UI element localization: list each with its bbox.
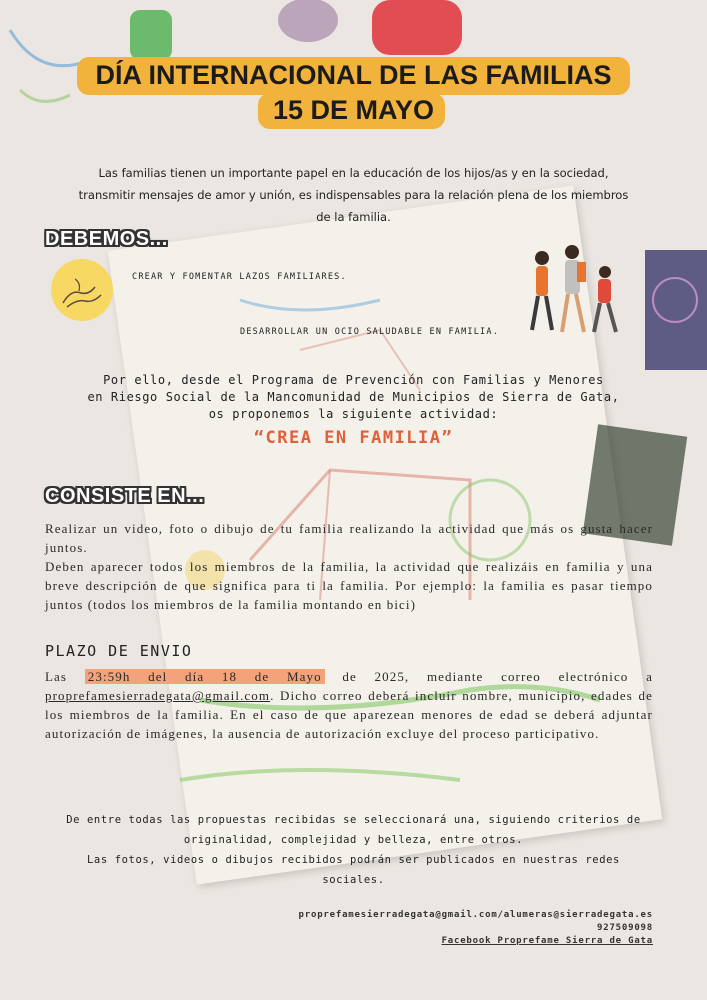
page-subtitle-date: 15 DE MAYO xyxy=(272,95,435,125)
debemos-item-1: CREAR Y FOMENTAR LAZOS FAMILIARES. xyxy=(132,272,347,282)
plazo-pre: Las xyxy=(45,669,68,684)
email-link[interactable]: proprefamesierradegata@gmail.com xyxy=(45,688,271,703)
facebook-link[interactable]: Facebook Proprefame Sierra de Gata xyxy=(441,936,653,946)
proposal-line-3: os proponemos la siguiente actividad: xyxy=(208,407,499,421)
consiste-paragraph-2: Deben aparecer todos los miembros de la familia, la actividad que realizáis en familia y una breve descripción de que significa para ti la familia. Por ejemplo: la familia es pasar tiempo juntos (todos los miembros de la familia montando en bici) xyxy=(45,559,653,612)
proposal-line-1: Por ello, desde el Programa de Prevención con Familias y Menores xyxy=(103,373,604,387)
family-hiking-illustration xyxy=(520,240,630,340)
contact-emails[interactable]: proprefamesierradegata@gmail.com/alumeras@sierradegata.es xyxy=(298,910,653,920)
debemos-heading: DEBEMOS... xyxy=(45,228,168,250)
activity-name: “CREA EN FAMILIA” xyxy=(253,428,454,448)
intro-text xyxy=(40,162,667,228)
contact-phone: 927509098 xyxy=(597,923,653,933)
consiste-heading: CONSISTE EN... xyxy=(45,485,205,507)
closing-line-4: sociales. xyxy=(322,874,385,886)
intro-line-3: de la familia. xyxy=(316,210,391,224)
closing-line-3: Las fotos, videos o dibujos recibidos podrán ser publicados en nuestras redes xyxy=(87,854,620,866)
proposal-line-2: en Riesgo Social de la Mancomunidad de Municipios de Sierra de Gata, xyxy=(87,390,620,404)
plazo-paragraph xyxy=(45,667,653,743)
deadline-highlight: 23:59h del día 18 de Mayo xyxy=(85,669,325,684)
intro-line-2: transmitir mensajes de amor y unión, es indispensables para la relación plena de los miembros xyxy=(78,188,629,202)
contact-block xyxy=(299,909,653,948)
proposal-text xyxy=(40,372,667,423)
plazo-heading: PLAZO DE ENVIO xyxy=(45,642,193,660)
closing-line-2: originalidad, complejidad y belleza, entre otros. xyxy=(183,834,524,846)
consiste-paragraph-1: Realizar un video, foto o dibujo de tu familia realizando la actividad que más os gusta hacer juntos. xyxy=(45,521,653,555)
closing-line-1: De entre todas las propuestas recibidas se seleccionará una, siguiendo criterios de xyxy=(66,814,641,826)
page-title: DÍA INTERNACIONAL DE LAS FAMILIAS xyxy=(95,60,612,90)
holding-hands-icon xyxy=(51,259,113,321)
plazo-rest: . Dicho correo deberá incluir nombre, municipio, edades de los miembros de la familia. En el caso de que aparezean menores de edad se deberá adjuntar autorización de imágenes, la ausencia de autorización excluye del proceso participativo. xyxy=(45,688,653,741)
debemos-item-2: DESARROLLAR UN OCIO SALUDABLE EN FAMILIA. xyxy=(240,327,500,337)
plazo-post: de 2025, mediante correo electrónico a xyxy=(342,669,653,684)
closing-text xyxy=(40,810,667,890)
intro-line-1: Las familias tienen un importante papel en la educación de los hijos/as y en la sociedad, xyxy=(98,166,609,180)
